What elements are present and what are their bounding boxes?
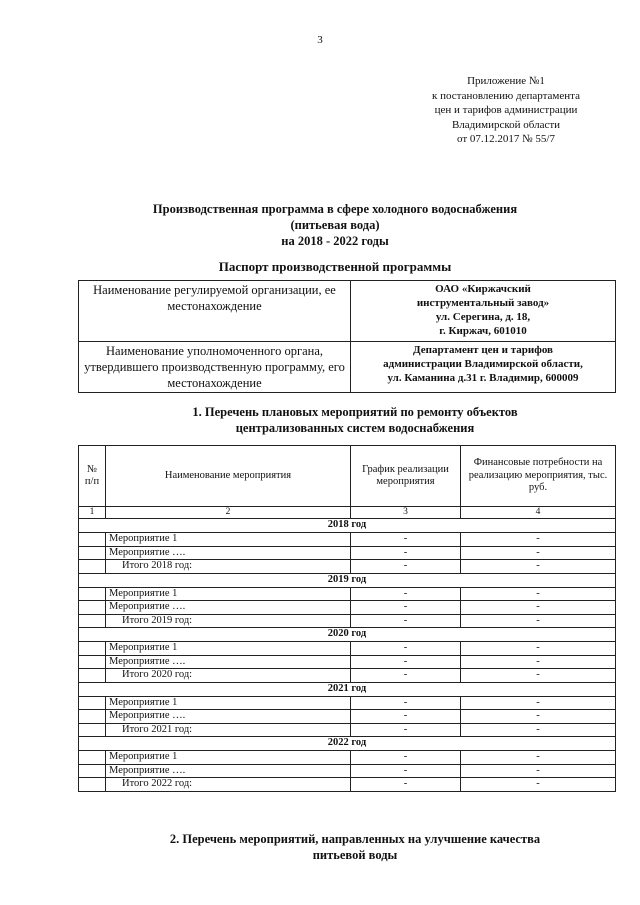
passport-title: Паспорт производственной программы bbox=[218, 259, 452, 274]
authority-value-line: ул. Каманина д.31 г. Владимир, 600009 bbox=[387, 372, 579, 384]
finance-value: - bbox=[461, 710, 616, 724]
schedule-value: - bbox=[351, 710, 461, 724]
title-line-1: Производственная программа в сфере холодного водоснабжения bbox=[152, 202, 518, 216]
row-number bbox=[79, 601, 106, 615]
header-finance: Финансовые потребности на реализацию мероприятия, тыс. руб. bbox=[461, 446, 616, 507]
finance-value: - bbox=[461, 614, 616, 628]
schedule-value: - bbox=[351, 764, 461, 778]
table-row bbox=[79, 751, 616, 765]
authority-value-line: Департамент цен и тарифов bbox=[413, 344, 553, 356]
schedule-value: - bbox=[351, 696, 461, 710]
activity-name: Мероприятие …. bbox=[106, 546, 351, 560]
section-2-line-1: 2. Перечень мероприятий, направленных на улучшение качества bbox=[169, 832, 541, 846]
finance-value: - bbox=[461, 601, 616, 615]
row-number bbox=[79, 764, 106, 778]
schedule-value: - bbox=[351, 669, 461, 683]
appendix-line: цен и тарифов администрации bbox=[434, 104, 578, 116]
activity-name: Мероприятие …. bbox=[106, 764, 351, 778]
schedule-value: - bbox=[351, 546, 461, 560]
year-row bbox=[79, 573, 616, 587]
row-number bbox=[79, 669, 106, 683]
activity-name: Мероприятие 1 bbox=[106, 587, 351, 601]
year-row bbox=[79, 628, 616, 642]
appendix-line: Владимирской области bbox=[451, 118, 561, 131]
header-schedule: График реализации мероприятия bbox=[351, 446, 461, 507]
row-number bbox=[79, 560, 106, 574]
column-numbers-row bbox=[79, 507, 616, 519]
activity-name: Мероприятие 1 bbox=[106, 696, 351, 710]
title-line-3: на 2018 - 2022 годы bbox=[281, 234, 389, 248]
authority-value bbox=[351, 342, 616, 393]
finance-value: - bbox=[461, 587, 616, 601]
finance-value: - bbox=[461, 764, 616, 778]
table-row bbox=[79, 560, 616, 574]
column-number: 3 bbox=[351, 507, 461, 519]
table-row bbox=[79, 601, 616, 615]
passport-row-organization bbox=[79, 281, 616, 342]
organization-label: Наименование регулируемой организации, ее местонахождение bbox=[79, 281, 351, 342]
section-1-line-2: централизованных систем водоснабжения bbox=[235, 421, 475, 435]
year-label: 2018 год bbox=[79, 519, 616, 533]
finance-value: - bbox=[461, 669, 616, 683]
plan-header-row bbox=[79, 446, 616, 507]
year-row bbox=[79, 519, 616, 533]
finance-value: - bbox=[461, 546, 616, 560]
table-row bbox=[79, 546, 616, 560]
table-row bbox=[79, 642, 616, 656]
column-number: 2 bbox=[106, 507, 351, 519]
passport-table bbox=[78, 280, 616, 393]
schedule-value: - bbox=[351, 587, 461, 601]
document-title bbox=[60, 201, 610, 249]
section-1-heading bbox=[100, 404, 610, 436]
row-number bbox=[79, 710, 106, 724]
table-row bbox=[79, 723, 616, 737]
activity-name: Мероприятие …. bbox=[106, 655, 351, 669]
activity-name: Мероприятие …. bbox=[106, 710, 351, 724]
row-number bbox=[79, 655, 106, 669]
page-number: 3 bbox=[317, 34, 323, 46]
appendix-line: от 07.12.2017 № 55/7 bbox=[457, 133, 555, 145]
total-label: Итого 2022 год: bbox=[106, 778, 351, 792]
row-number bbox=[79, 614, 106, 628]
finance-value: - bbox=[461, 533, 616, 547]
organization-value bbox=[351, 281, 616, 342]
section-2-line-2: питьевой воды bbox=[312, 848, 398, 862]
table-row bbox=[79, 778, 616, 792]
appendix-line: к постановлению департамента bbox=[432, 89, 580, 102]
total-label: Итого 2021 год: bbox=[106, 723, 351, 737]
row-number bbox=[79, 642, 106, 656]
title-line-2: (питьевая вода) bbox=[290, 218, 380, 232]
schedule-value: - bbox=[351, 601, 461, 615]
finance-value: - bbox=[461, 696, 616, 710]
finance-value: - bbox=[461, 560, 616, 574]
activity-name: Мероприятие …. bbox=[106, 601, 351, 615]
activity-name: Мероприятие 1 bbox=[106, 642, 351, 656]
row-number bbox=[79, 587, 106, 601]
schedule-value: - bbox=[351, 533, 461, 547]
total-label: Итого 2018 год: bbox=[106, 560, 351, 574]
year-row bbox=[79, 737, 616, 751]
year-row bbox=[79, 682, 616, 696]
year-label: 2021 год bbox=[79, 682, 616, 696]
organization-value-line: ОАО «Киржачский bbox=[435, 283, 531, 295]
organization-value-line: ул. Серегина, д. 18, bbox=[435, 311, 531, 323]
activity-name: Мероприятие 1 bbox=[106, 533, 351, 547]
table-row bbox=[79, 587, 616, 601]
table-row bbox=[79, 710, 616, 724]
header-number: № п/п bbox=[79, 446, 106, 507]
section-1-line-1: 1. Перечень плановых мероприятий по ремонту объектов bbox=[192, 405, 518, 419]
table-row bbox=[79, 614, 616, 628]
year-label: 2020 год bbox=[79, 628, 616, 642]
schedule-value: - bbox=[351, 655, 461, 669]
year-label: 2022 год bbox=[79, 737, 616, 751]
appendix-line: Приложение №1 bbox=[467, 75, 545, 87]
table-row bbox=[79, 533, 616, 547]
schedule-value: - bbox=[351, 642, 461, 656]
total-label: Итого 2019 год: bbox=[106, 614, 351, 628]
organization-value-line: инструментальный завод» bbox=[416, 297, 550, 309]
appendix-block bbox=[396, 74, 616, 147]
schedule-value: - bbox=[351, 614, 461, 628]
row-number bbox=[79, 546, 106, 560]
organization-value-line: г. Киржач, 601010 bbox=[439, 325, 527, 337]
table-row bbox=[79, 655, 616, 669]
passport-row-authority bbox=[79, 342, 616, 393]
year-label: 2019 год bbox=[79, 573, 616, 587]
total-label: Итого 2020 год: bbox=[106, 669, 351, 683]
section-2-heading bbox=[100, 831, 610, 863]
column-number: 4 bbox=[461, 507, 616, 519]
schedule-value: - bbox=[351, 723, 461, 737]
row-number bbox=[79, 696, 106, 710]
column-number: 1 bbox=[79, 507, 106, 519]
table-row bbox=[79, 696, 616, 710]
header-name: Наименование мероприятия bbox=[106, 446, 351, 507]
finance-value: - bbox=[461, 642, 616, 656]
schedule-value: - bbox=[351, 778, 461, 792]
plan-table bbox=[78, 445, 616, 792]
schedule-value: - bbox=[351, 560, 461, 574]
authority-value-line: администрации Владимирской области, bbox=[383, 358, 583, 370]
table-row bbox=[79, 764, 616, 778]
finance-value: - bbox=[461, 655, 616, 669]
activity-name: Мероприятие 1 bbox=[106, 751, 351, 765]
finance-value: - bbox=[461, 751, 616, 765]
row-number bbox=[79, 778, 106, 792]
table-row bbox=[79, 669, 616, 683]
authority-label: Наименование уполномоченного органа, утвердившего производственную программу, его местонахождение bbox=[79, 342, 351, 393]
schedule-value: - bbox=[351, 751, 461, 765]
row-number bbox=[79, 533, 106, 547]
row-number bbox=[79, 723, 106, 737]
row-number bbox=[79, 751, 106, 765]
finance-value: - bbox=[461, 778, 616, 792]
finance-value: - bbox=[461, 723, 616, 737]
